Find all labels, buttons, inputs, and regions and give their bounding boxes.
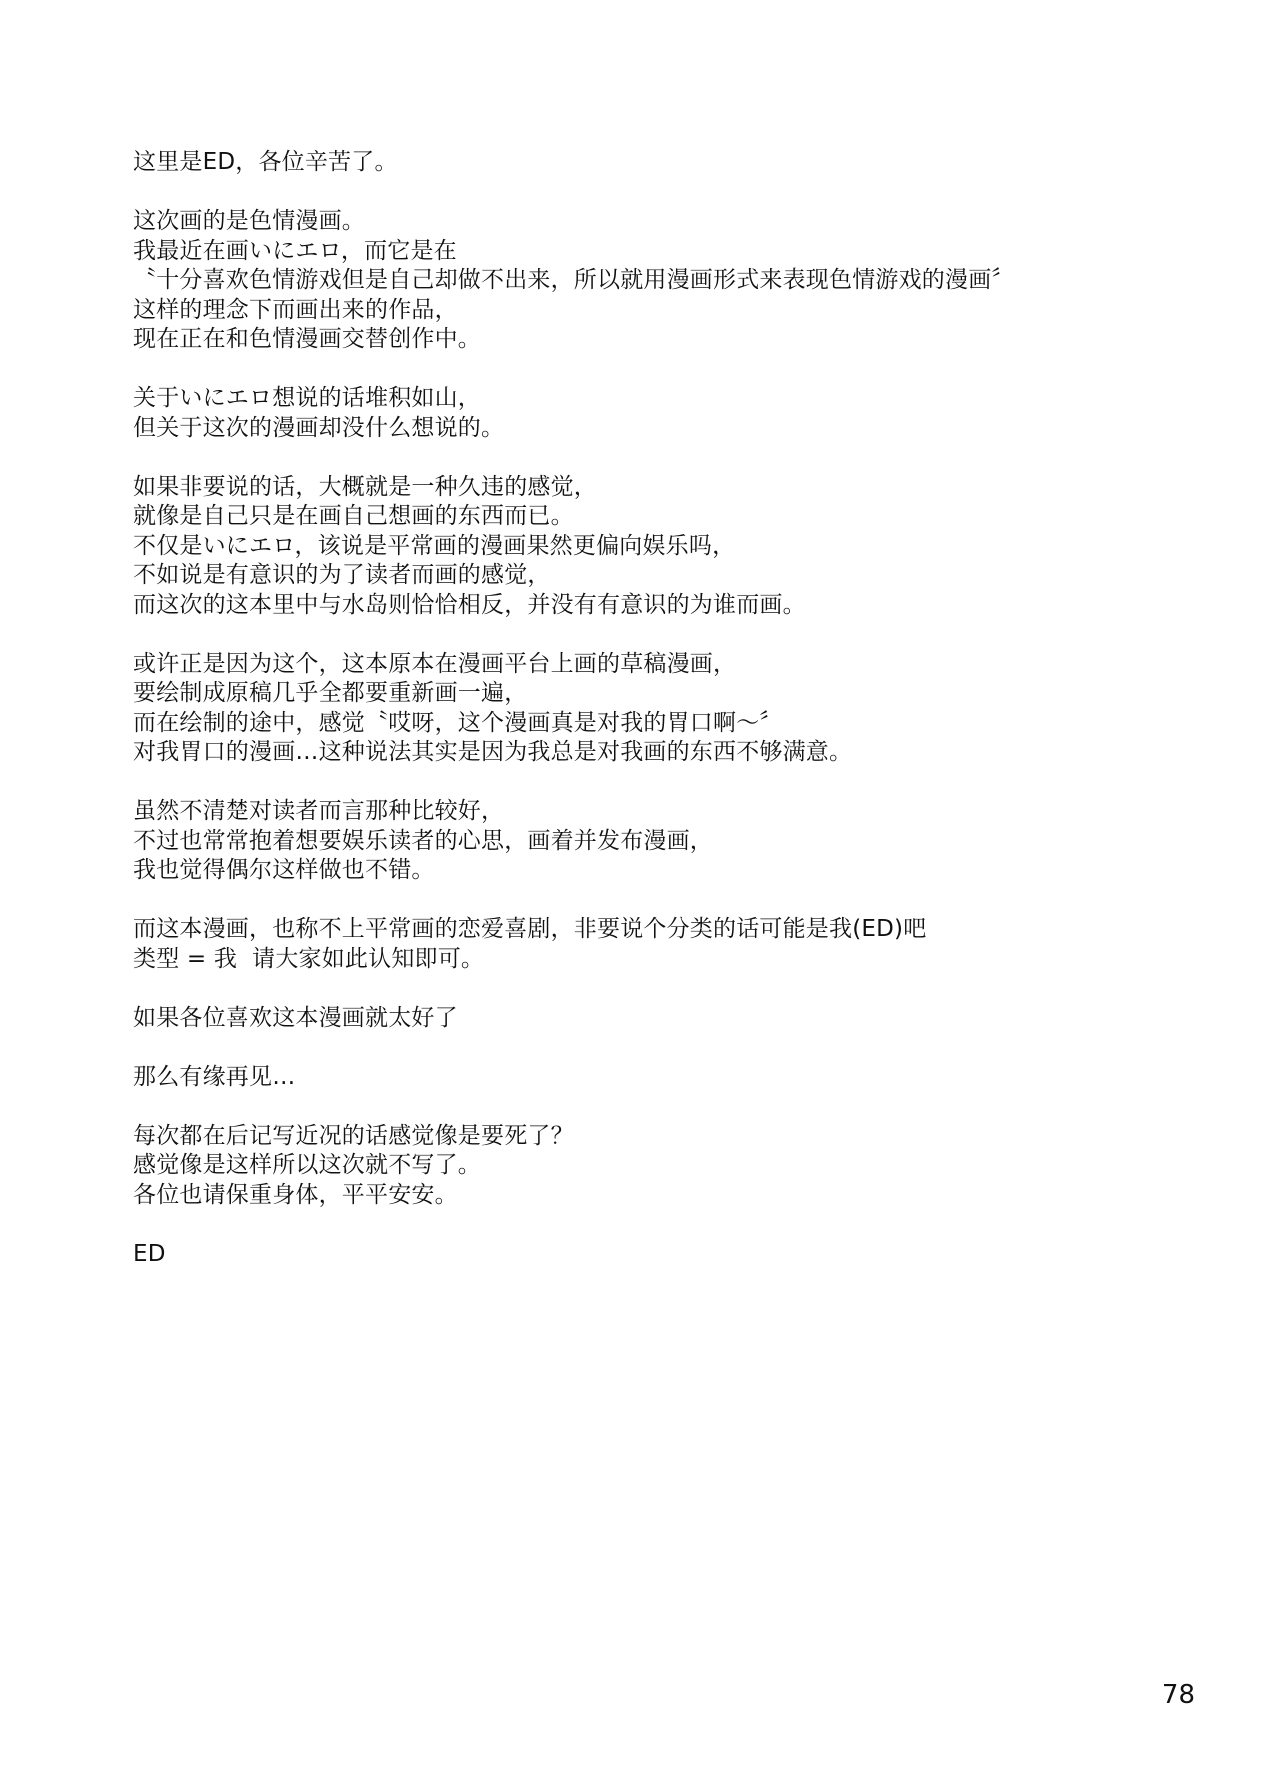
text-line: 每次都在后记写近况的话感觉像是要死了？ bbox=[133, 1122, 574, 1149]
text-line: 而在绘制的途中，感觉〝哎呀，这个漫画真是对我的胃口啊〜〞 bbox=[133, 709, 783, 736]
text-line: 关于いにエロ想说的话堆积如山， bbox=[133, 385, 481, 411]
afterword-text bbox=[133, 148, 1233, 1299]
paragraph-genre bbox=[133, 915, 1233, 974]
text-line: 如果各位喜欢这本漫画就太好了 bbox=[133, 1004, 458, 1031]
text-line: 现在正在和色情漫画交替创作中。 bbox=[133, 326, 481, 352]
page-number: 78 bbox=[1161, 1680, 1195, 1710]
paragraph-thoughts bbox=[133, 384, 1233, 443]
paragraph-signature bbox=[133, 1240, 1233, 1270]
text-line: 但关于这次的漫画却没什么想说的。 bbox=[133, 414, 505, 441]
text-line: 类型 = 我 请大家如此认知即可。 bbox=[133, 945, 485, 972]
author-signature: ED bbox=[133, 1240, 166, 1267]
text-line: 不仅是いにエロ，该说是平常画的漫画果然更偏向娱乐吗， bbox=[133, 532, 736, 559]
paragraph-hope bbox=[133, 1004, 1233, 1034]
paragraph-intro bbox=[133, 207, 1233, 355]
paragraph-closing bbox=[133, 1122, 1233, 1211]
paragraph-feeling bbox=[133, 473, 1233, 621]
text-line: 这里是ED，各位辛苦了。 bbox=[133, 149, 398, 175]
text-line: 要绘制成原稿几乎全都要重新画一遍， bbox=[133, 680, 528, 706]
paragraph-readers bbox=[133, 797, 1233, 886]
text-line: 感觉像是这样所以这次就不写了。 bbox=[133, 1152, 481, 1178]
text-line: 或许正是因为这个，这本原本在漫画平台上画的草稿漫画， bbox=[133, 650, 737, 677]
text-line: 对我胃口的漫画…这种说法其实是因为我总是对我画的东西不够满意。 bbox=[133, 739, 853, 765]
text-line: 虽然不清楚对读者而言那种比较好， bbox=[133, 798, 505, 824]
text-line: 我也觉得偶尔这样做也不错。 bbox=[133, 857, 435, 883]
text-line: 就像是自己只是在画自己想画的东西而已。 bbox=[133, 503, 574, 529]
text-line: 不如说是有意识的为了读者而画的感觉， bbox=[133, 562, 551, 588]
text-line: 不过也常常抱着想要娱乐读者的心思，画着并发布漫画， bbox=[133, 827, 713, 854]
text-line: 那么有缘再见… bbox=[133, 1063, 296, 1090]
text-line: 如果非要说的话，大概就是一种久违的感觉， bbox=[133, 473, 597, 500]
text-line: 我最近在画いにエロ，而它是在 bbox=[133, 237, 457, 264]
text-line: 这次画的是色情漫画。 bbox=[133, 208, 365, 234]
text-line: 而这次的这本里中与水岛则恰恰相反，并没有有意识的为谁而画。 bbox=[133, 591, 806, 618]
text-line: 各位也请保重身体，平平安安。 bbox=[133, 1181, 458, 1208]
paragraph-greeting bbox=[133, 148, 1233, 178]
text-line: 而这本漫画，也称不上平常画的恋爱喜剧，非要说个分类的话可能是我(ED)吧 bbox=[133, 916, 927, 942]
text-line: 这样的理念下而画出来的作品， bbox=[133, 296, 458, 323]
paragraph-process bbox=[133, 650, 1233, 768]
paragraph-farewell bbox=[133, 1063, 1233, 1093]
text-line: 〝十分喜欢色情游戏但是自己却做不出来，所以就用漫画形式来表现色情游戏的漫画〞 bbox=[133, 267, 1015, 293]
